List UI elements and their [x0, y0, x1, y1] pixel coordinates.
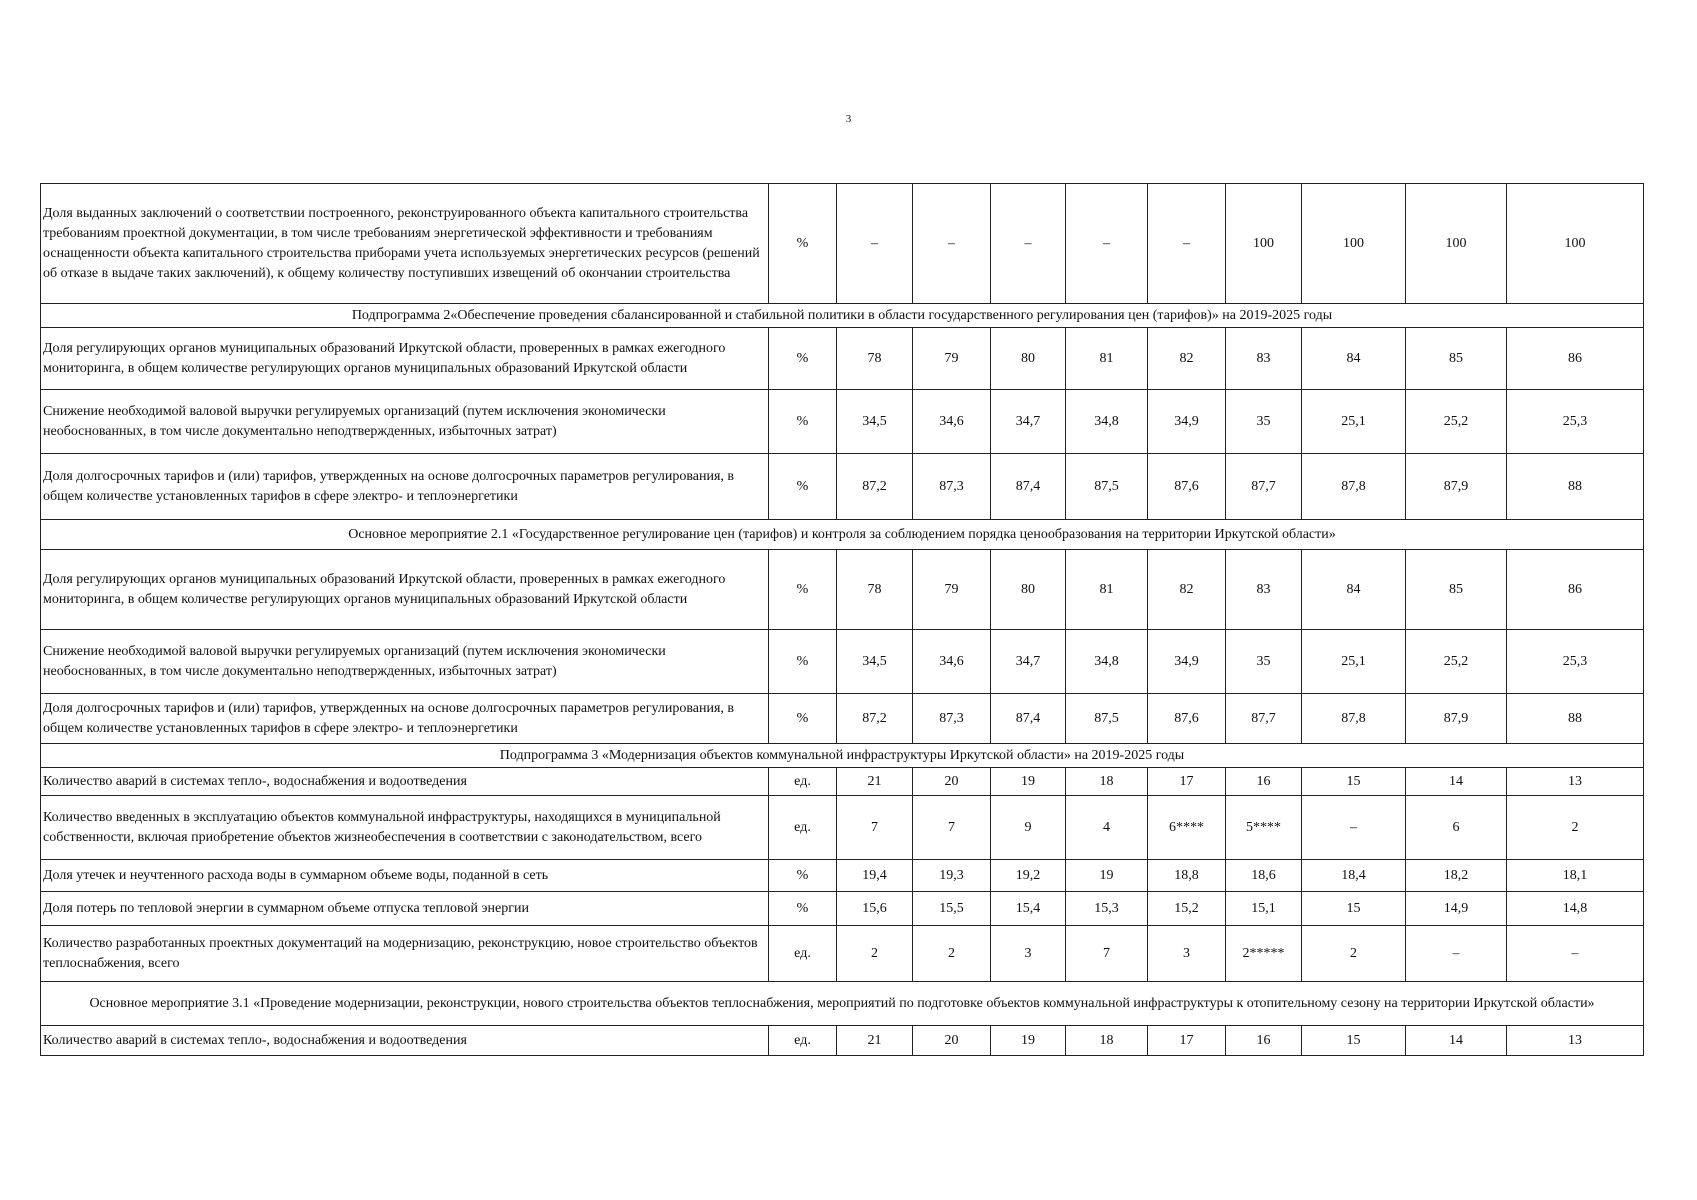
indicator-value: 84 — [1302, 550, 1406, 630]
indicator-value: 25,1 — [1302, 390, 1406, 454]
indicator-row — [41, 860, 1644, 892]
indicator-name: Снижение необходимой валовой выручки регулируемых организаций (путем исключения экономически необоснованных, в том числе документально неподтвержденных, избыточных затрат) — [41, 630, 769, 694]
indicator-name: Количество аварий в системах тепло-, водоснабжения и водоотведения — [41, 1026, 769, 1056]
indicator-value: 34,7 — [991, 390, 1066, 454]
indicator-value: 87,4 — [991, 454, 1066, 520]
indicator-value: 25,1 — [1302, 630, 1406, 694]
indicator-value: 88 — [1507, 694, 1644, 744]
indicator-row — [41, 694, 1644, 744]
indicator-value: 15,6 — [837, 892, 913, 926]
indicator-value: 80 — [991, 550, 1066, 630]
indicator-value: 82 — [1148, 328, 1226, 390]
indicator-value: 15 — [1302, 768, 1406, 796]
indicator-value: 87,3 — [913, 694, 991, 744]
indicator-value: 15,4 — [991, 892, 1066, 926]
indicator-unit: % — [769, 184, 837, 304]
indicator-value: 86 — [1507, 328, 1644, 390]
indicator-value: 16 — [1226, 1026, 1302, 1056]
indicator-value: 15,3 — [1066, 892, 1148, 926]
indicator-value: 21 — [837, 1026, 913, 1056]
indicator-value: 18,2 — [1406, 860, 1507, 892]
indicator-value: 15,1 — [1226, 892, 1302, 926]
indicator-value: 87,2 — [837, 694, 913, 744]
indicator-value: 19 — [991, 1026, 1066, 1056]
indicator-value: 19,3 — [913, 860, 991, 892]
section-title: Основное мероприятие 2.1 «Государственное регулирование цен (тарифов) и контроля за соблюдением порядка ценообразования на территории Иркутской области» — [41, 520, 1644, 550]
indicator-row — [41, 328, 1644, 390]
indicator-value: 35 — [1226, 390, 1302, 454]
indicator-value: 18,4 — [1302, 860, 1406, 892]
indicator-value: 86 — [1507, 550, 1644, 630]
indicator-value: 14,9 — [1406, 892, 1507, 926]
indicator-value: 87,5 — [1066, 454, 1148, 520]
indicator-unit: % — [769, 630, 837, 694]
indicator-value: 18,8 — [1148, 860, 1226, 892]
indicator-value: 34,9 — [1148, 630, 1226, 694]
indicator-value: 88 — [1507, 454, 1644, 520]
indicator-value: 87,9 — [1406, 694, 1507, 744]
indicator-name: Доля регулирующих органов муниципальных образований Иркутской области, проверенных в рамках ежегодного мониторинга, в общем количестве регулирующих органов муниципальных образований Иркутской области — [41, 550, 769, 630]
indicator-value: – — [1148, 184, 1226, 304]
indicator-name: Количество введенных в эксплуатацию объектов коммунальной инфраструктуры, находящихся в муниципальной собственности, включая приобретение объектов жизнеобеспечения в соответствии с законодательством, всего — [41, 796, 769, 860]
indicator-value: 34,7 — [991, 630, 1066, 694]
indicator-value: 34,5 — [837, 390, 913, 454]
indicator-value: 14,8 — [1507, 892, 1644, 926]
indicator-value: 87,6 — [1148, 454, 1226, 520]
indicator-row — [41, 892, 1644, 926]
indicator-value: 25,3 — [1507, 630, 1644, 694]
indicator-value: 34,8 — [1066, 390, 1148, 454]
indicator-value: 19,2 — [991, 860, 1066, 892]
indicator-value: 14 — [1406, 1026, 1507, 1056]
indicator-value: 100 — [1507, 184, 1644, 304]
indicator-value: 87,8 — [1302, 454, 1406, 520]
indicator-value: 18,1 — [1507, 860, 1644, 892]
indicator-value: – — [1406, 926, 1507, 982]
indicator-value: 87,4 — [991, 694, 1066, 744]
indicator-unit: % — [769, 860, 837, 892]
indicator-row — [41, 1026, 1644, 1056]
indicator-value: 13 — [1507, 1026, 1644, 1056]
indicator-value: 17 — [1148, 1026, 1226, 1056]
indicator-value: 7 — [837, 796, 913, 860]
indicator-name: Доля выданных заключений о соответствии построенного, реконструированного объекта капитального строительства требованиям проектной документации, в том числе требованиям энергетической эффективности и требованиям оснащенности объекта капитального строительства приборами учета используемых энергетических ресурсов (решений об отказе в выдаче таких заключений), к общему количеству поступивших извещений об окончании строительства — [41, 184, 769, 304]
indicator-value: 20 — [913, 1026, 991, 1056]
indicator-name: Количество разработанных проектных документаций на модернизацию, реконструкцию, новое строительство объектов теплоснабжения, всего — [41, 926, 769, 982]
indicator-value: – — [1066, 184, 1148, 304]
indicator-row — [41, 454, 1644, 520]
indicator-value: 18 — [1066, 768, 1148, 796]
indicator-value: 83 — [1226, 550, 1302, 630]
table-body — [41, 184, 1644, 1056]
indicator-value: 19 — [991, 768, 1066, 796]
indicator-value: 9 — [991, 796, 1066, 860]
indicator-value: 87,7 — [1226, 454, 1302, 520]
indicator-value: 87,9 — [1406, 454, 1507, 520]
indicator-value: 85 — [1406, 550, 1507, 630]
indicator-value: 79 — [913, 328, 991, 390]
indicator-value: 34,9 — [1148, 390, 1226, 454]
indicator-value: 5**** — [1226, 796, 1302, 860]
indicator-unit: % — [769, 550, 837, 630]
indicator-value: 18 — [1066, 1026, 1148, 1056]
section-row — [41, 520, 1644, 550]
indicator-value: 6 — [1406, 796, 1507, 860]
indicator-value: 78 — [837, 550, 913, 630]
indicator-value: 79 — [913, 550, 991, 630]
indicator-value: 2 — [1507, 796, 1644, 860]
indicator-value: 19,4 — [837, 860, 913, 892]
section-title: Основное мероприятие 3.1 «Проведение модернизации, реконструкции, нового строительства объектов теплоснабжения, мероприятий по подготовке объектов коммунальной инфраструктуры к отопительному сезону на территории Иркутской области» — [41, 982, 1644, 1026]
indicator-unit: % — [769, 390, 837, 454]
indicator-value: 2 — [1302, 926, 1406, 982]
indicator-name: Доля потерь по тепловой энергии в суммарном объеме отпуска тепловой энергии — [41, 892, 769, 926]
indicator-row — [41, 630, 1644, 694]
indicator-value: 84 — [1302, 328, 1406, 390]
indicator-value: 21 — [837, 768, 913, 796]
indicator-value: 35 — [1226, 630, 1302, 694]
indicator-value: – — [837, 184, 913, 304]
indicator-value: 7 — [1066, 926, 1148, 982]
indicator-unit: % — [769, 328, 837, 390]
indicator-value: 87,7 — [1226, 694, 1302, 744]
indicator-value: 34,6 — [913, 630, 991, 694]
indicator-row — [41, 796, 1644, 860]
indicator-value: 25,2 — [1406, 390, 1507, 454]
section-row — [41, 982, 1644, 1026]
indicator-value: 87,3 — [913, 454, 991, 520]
section-title: Подпрограмма 3 «Модернизация объектов коммунальной инфраструктуры Иркутской области» на 2019-2025 годы — [41, 744, 1644, 768]
indicator-row — [41, 550, 1644, 630]
indicator-unit: % — [769, 892, 837, 926]
indicator-value: 15,5 — [913, 892, 991, 926]
indicator-value: 17 — [1148, 768, 1226, 796]
indicator-name: Снижение необходимой валовой выручки регулируемых организаций (путем исключения экономически необоснованных, в том числе документально неподтвержденных, избыточных затрат) — [41, 390, 769, 454]
indicator-value: 85 — [1406, 328, 1507, 390]
indicator-value: 25,2 — [1406, 630, 1507, 694]
indicator-value: – — [1302, 796, 1406, 860]
indicator-value: 6**** — [1148, 796, 1226, 860]
indicator-unit: % — [769, 694, 837, 744]
indicator-value: 2***** — [1226, 926, 1302, 982]
indicator-value: 18,6 — [1226, 860, 1302, 892]
indicator-value: 15 — [1302, 1026, 1406, 1056]
indicator-value: 80 — [991, 328, 1066, 390]
indicator-value: 87,5 — [1066, 694, 1148, 744]
indicator-value: 3 — [991, 926, 1066, 982]
indicator-unit: ед. — [769, 768, 837, 796]
indicator-row — [41, 926, 1644, 982]
indicator-unit: % — [769, 454, 837, 520]
indicator-name: Доля регулирующих органов муниципальных образований Иркутской области, проверенных в рамках ежегодного мониторинга, в общем количестве регулирующих органов муниципальных образований Иркутской области — [41, 328, 769, 390]
indicator-value: 2 — [913, 926, 991, 982]
page-number: 3 — [845, 113, 852, 125]
indicator-value: 7 — [913, 796, 991, 860]
indicator-value: – — [991, 184, 1066, 304]
indicator-value: 19 — [1066, 860, 1148, 892]
indicator-value: 87,6 — [1148, 694, 1226, 744]
indicator-name: Доля долгосрочных тарифов и (или) тарифов, утвержденных на основе долгосрочных параметров регулирования, в общем количестве установленных тарифов в сфере электро- и теплоэнергетики — [41, 694, 769, 744]
indicator-value: 3 — [1148, 926, 1226, 982]
indicator-name: Доля утечек и неучтенного расхода воды в суммарном объеме воды, поданной в сеть — [41, 860, 769, 892]
indicator-value: 16 — [1226, 768, 1302, 796]
indicator-value: 13 — [1507, 768, 1644, 796]
indicator-row — [41, 184, 1644, 304]
indicator-value: 100 — [1406, 184, 1507, 304]
indicator-unit: ед. — [769, 926, 837, 982]
indicator-row — [41, 390, 1644, 454]
section-row — [41, 304, 1644, 328]
indicator-value: 81 — [1066, 328, 1148, 390]
indicator-row — [41, 768, 1644, 796]
indicator-unit: ед. — [769, 796, 837, 860]
indicator-value: – — [913, 184, 991, 304]
indicator-name: Доля долгосрочных тарифов и (или) тарифов, утвержденных на основе долгосрочных параметров регулирования, в общем количестве установленных тарифов в сфере электро- и теплоэнергетики — [41, 454, 769, 520]
section-row — [41, 744, 1644, 768]
indicator-value: 25,3 — [1507, 390, 1644, 454]
section-title: Подпрограмма 2«Обеспечение проведения сбалансированной и стабильной политики в области государственного регулирования цен (тарифов)» на 2019-2025 годы — [41, 304, 1644, 328]
indicator-value: 83 — [1226, 328, 1302, 390]
indicator-value: 87,2 — [837, 454, 913, 520]
indicator-value: 15 — [1302, 892, 1406, 926]
indicator-value: – — [1507, 926, 1644, 982]
indicator-value: 2 — [837, 926, 913, 982]
indicator-value: 15,2 — [1148, 892, 1226, 926]
indicator-value: 20 — [913, 768, 991, 796]
indicator-value: 78 — [837, 328, 913, 390]
indicator-value: 4 — [1066, 796, 1148, 860]
indicator-value: 34,8 — [1066, 630, 1148, 694]
indicator-value: 87,8 — [1302, 694, 1406, 744]
indicator-value: 100 — [1302, 184, 1406, 304]
indicator-value: 82 — [1148, 550, 1226, 630]
indicator-value: 14 — [1406, 768, 1507, 796]
indicator-value: 100 — [1226, 184, 1302, 304]
indicator-value: 34,6 — [913, 390, 991, 454]
indicator-unit: ед. — [769, 1026, 837, 1056]
indicator-value: 81 — [1066, 550, 1148, 630]
indicator-name: Количество аварий в системах тепло-, водоснабжения и водоотведения — [41, 768, 769, 796]
indicator-value: 34,5 — [837, 630, 913, 694]
indicators-table — [40, 183, 1644, 1056]
